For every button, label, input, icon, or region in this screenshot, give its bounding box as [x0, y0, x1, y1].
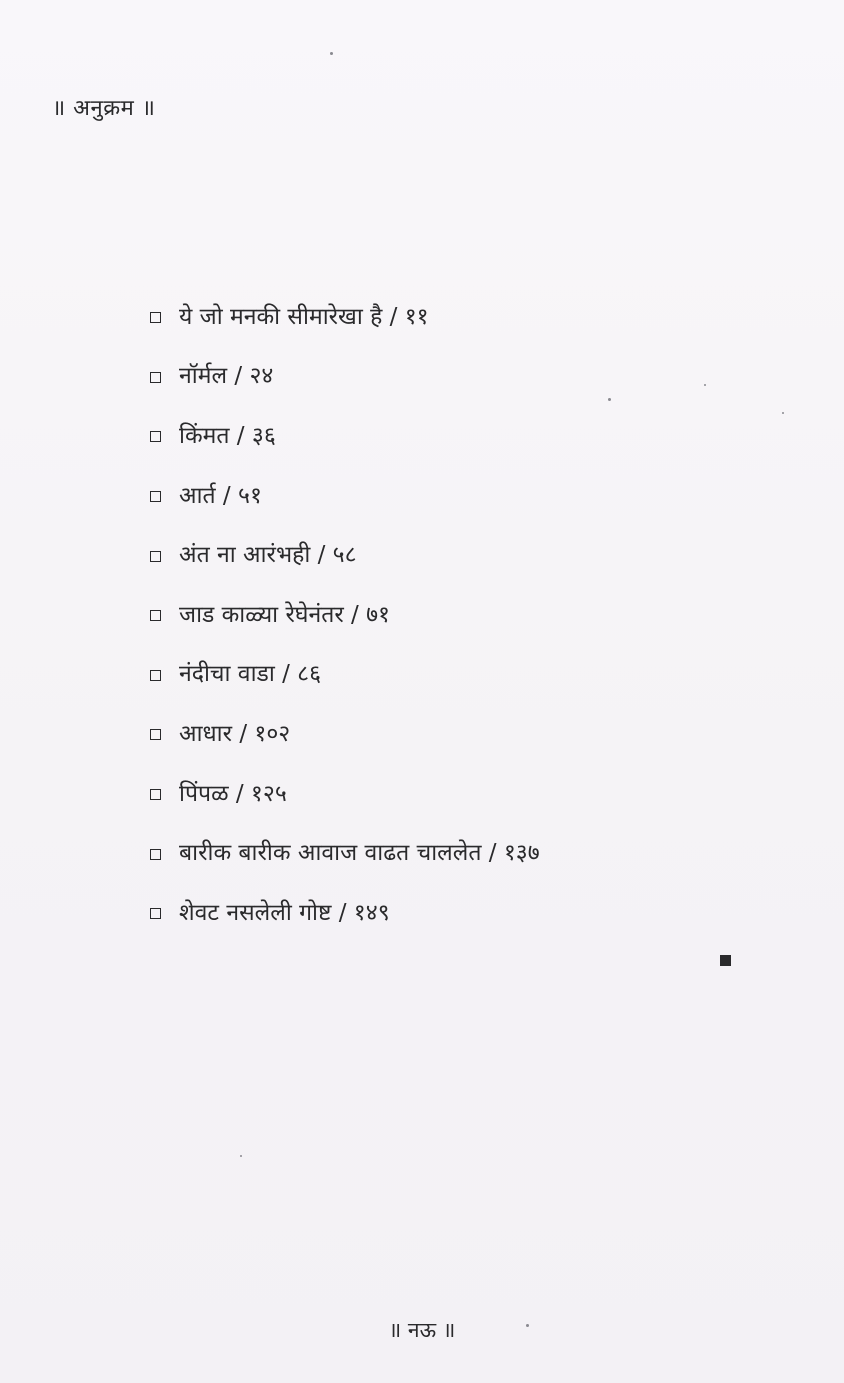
- toc-item: [150, 285, 770, 345]
- toc-item: [150, 523, 770, 583]
- toc-item: [150, 881, 770, 941]
- checkbox-square-icon: [150, 610, 161, 621]
- paper-speck: [608, 398, 611, 401]
- toc-item-label: जाड काळ्या रेघेनंतर / ७१: [179, 601, 391, 628]
- checkbox-square-icon: [150, 551, 161, 562]
- checkbox-square-icon: [150, 372, 161, 383]
- checkbox-square-icon: [150, 729, 161, 740]
- toc-item: [150, 821, 770, 881]
- page-number: ॥ नऊ ॥: [388, 1318, 456, 1342]
- toc-item-label: किंमत / ३६: [179, 422, 276, 449]
- end-mark-square-icon: [720, 955, 731, 966]
- toc-item: [150, 702, 770, 762]
- toc-item: [150, 464, 770, 524]
- toc-item: [150, 583, 770, 643]
- toc-item-label: शेवट नसलेली गोष्ट / १४९: [179, 899, 390, 926]
- toc-item-label: आधार / १०२: [179, 720, 291, 747]
- checkbox-square-icon: [150, 491, 161, 502]
- toc-item: [150, 345, 770, 405]
- paper-speck: [704, 384, 706, 386]
- toc-item-label: नॉर्मल / २४: [179, 363, 274, 390]
- table-of-contents: [150, 285, 770, 941]
- toc-item: [150, 762, 770, 822]
- paper-speck: [782, 412, 784, 414]
- checkbox-square-icon: [150, 789, 161, 800]
- checkbox-square-icon: [150, 431, 161, 442]
- toc-item-label: आर्त / ५१: [179, 482, 262, 509]
- toc-item-label: अंत ना आरंभही / ५८: [179, 542, 357, 569]
- checkbox-square-icon: [150, 908, 161, 919]
- checkbox-square-icon: [150, 849, 161, 860]
- page-heading: ॥ अनुक्रम ॥: [52, 96, 156, 121]
- toc-item-label: बारीक बारीक आवाज वाढत चाललेत / १३७: [179, 840, 540, 867]
- toc-item-label: ये जो मनकी सीमारेखा है / ११: [179, 303, 429, 330]
- checkbox-square-icon: [150, 670, 161, 681]
- toc-item: [150, 404, 770, 464]
- toc-item: [150, 643, 770, 703]
- toc-item-label: नंदीचा वाडा / ८६: [179, 661, 322, 688]
- checkbox-square-icon: [150, 312, 161, 323]
- paper-speck: [240, 1155, 242, 1157]
- paper-speck: [526, 1324, 529, 1327]
- toc-item-label: पिंपळ / १२५: [179, 780, 287, 807]
- paper-speck: [330, 52, 333, 55]
